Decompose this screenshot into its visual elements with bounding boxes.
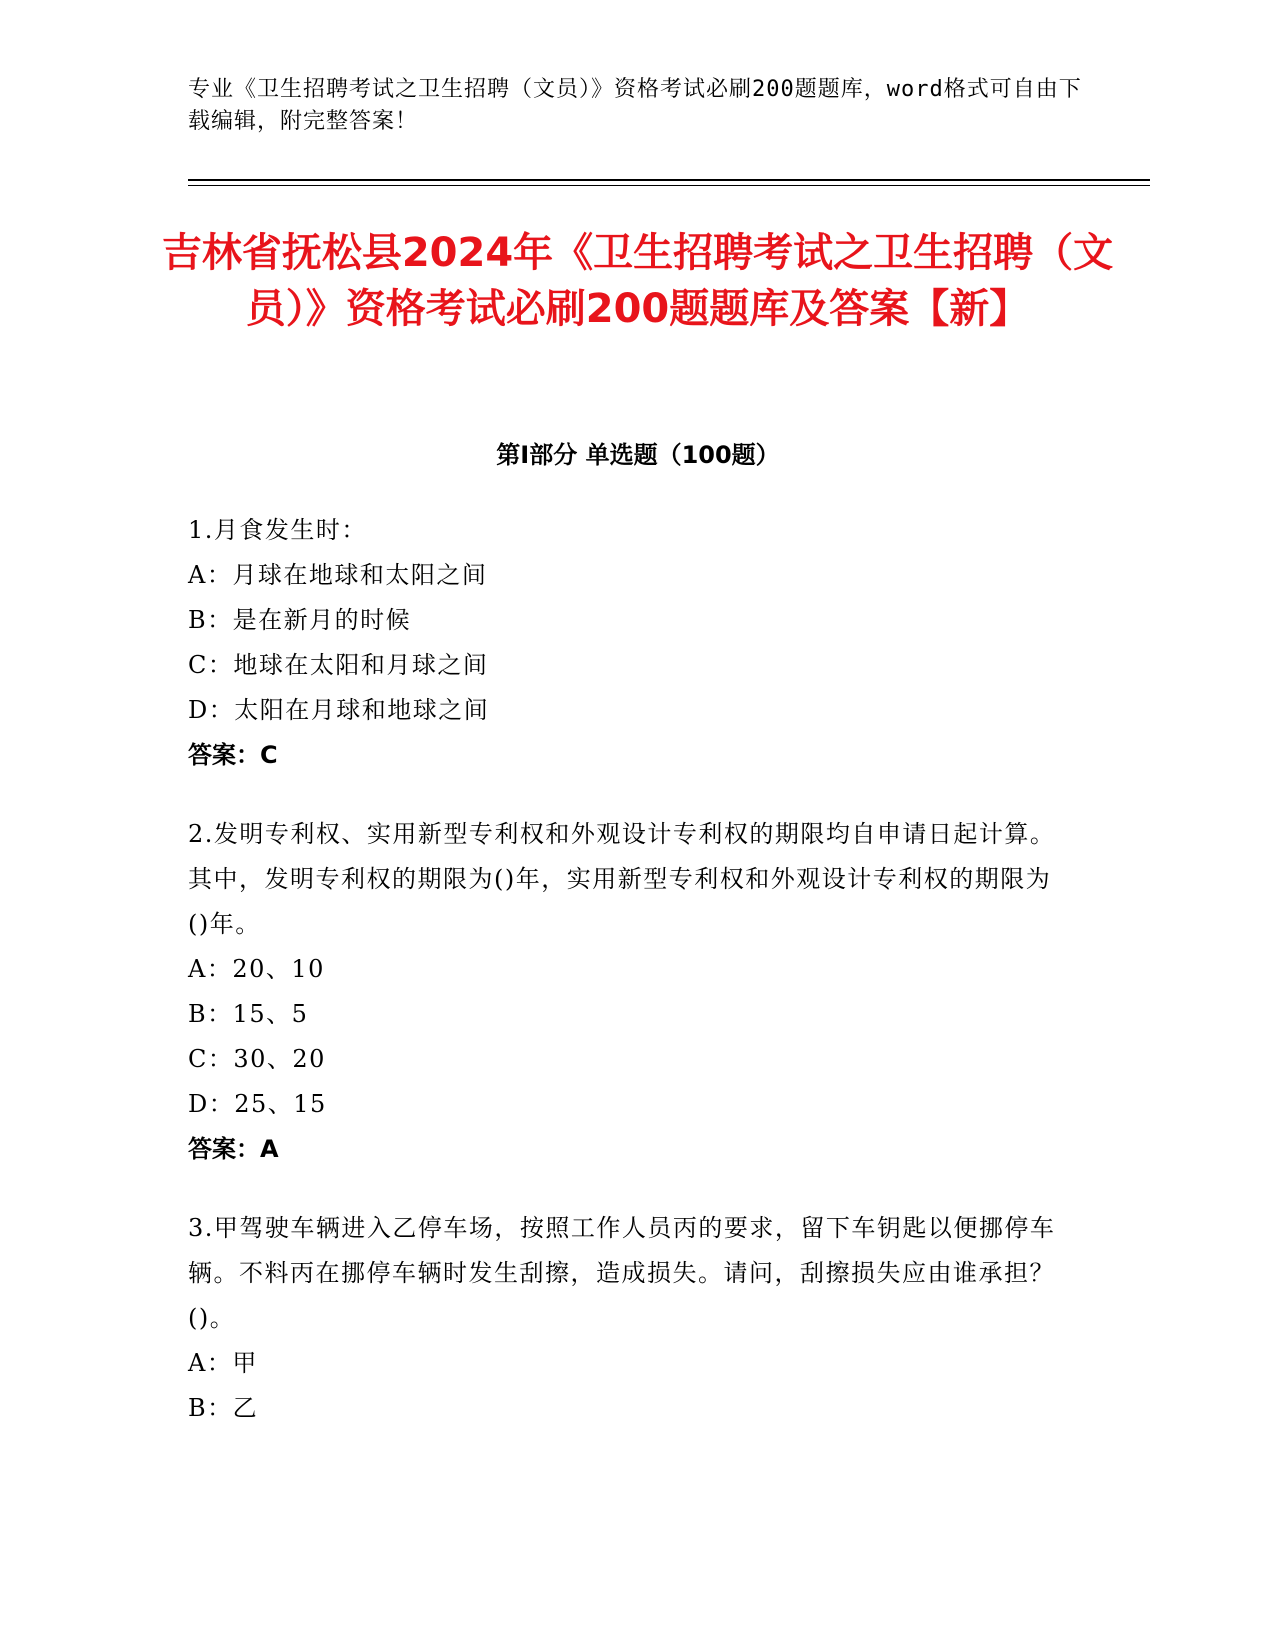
header-note: 专业《卫生招聘考试之卫生招聘（文员）》资格考试必刷200题题库，word格式可自由下载编辑，附完整答案！ [188,77,1082,134]
option-b: B：乙 [188,1394,259,1422]
question-stem: 3.甲驾驶车辆进入乙停车场，按照工作人员丙的要求，留下车钥匙以便挪停车辆。不料丙在挪停车辆时发生刮擦，造成损失。请问，刮擦损失应由谁承担？()。 [188,1214,1056,1332]
option-b: B：是在新月的时候 [188,606,412,634]
option-b: B：15、5 [188,1000,309,1028]
option-c: C：地球在太阳和月球之间 [188,651,489,679]
question-stem: 2.发明专利权、实用新型专利权和外观设计专利权的期限均自申请日起计算。其中，发明专利权的期限为()年，实用新型专利权和外观设计专利权的期限为()年。 [188,820,1056,938]
option-d: D：太阳在月球和地球之间 [188,696,490,724]
answer-label: 答案：A [188,1135,279,1163]
option-c: C：30、20 [188,1045,326,1073]
option-a: A：月球在地球和太阳之间 [188,561,488,589]
section-heading: 第I部分 单选题（100题） [496,441,780,469]
option-d: D：25、15 [188,1090,327,1118]
question-1 [188,508,1068,778]
question-stem: 1.月食发生时： [188,516,367,544]
option-a: A：20、10 [188,955,325,983]
question-2 [188,812,1068,1172]
option-a: A：甲 [188,1349,258,1377]
document-title: 吉林省抚松县2024年《卫生招聘考试之卫生招聘（文员）》资格考试必刷200题题库及答案【新】 [161,230,1114,332]
header-divider-thick [188,179,1150,181]
answer-label: 答案：C [188,741,278,769]
header-divider-thin [188,185,1150,186]
question-3 [188,1206,1068,1431]
